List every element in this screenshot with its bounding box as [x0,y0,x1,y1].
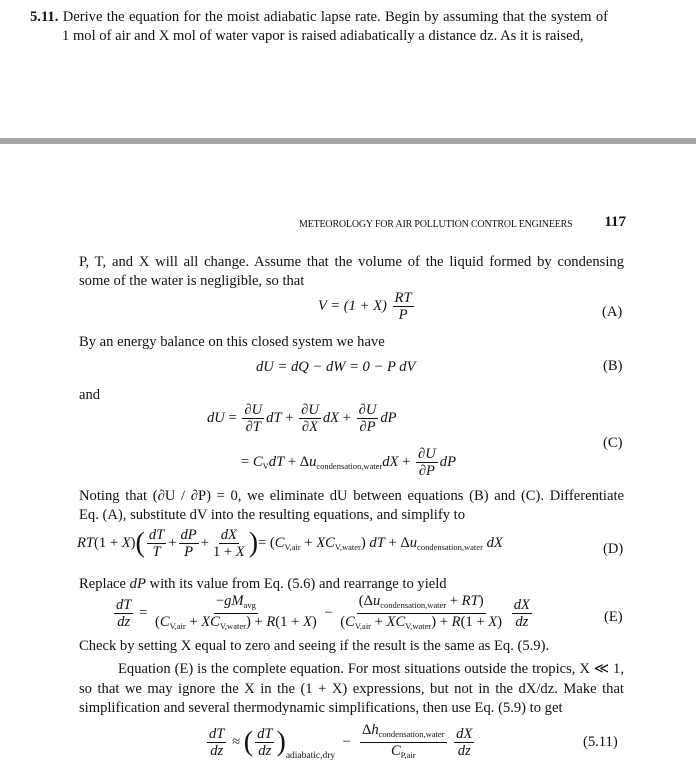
page-separator [0,138,696,144]
paragraph-intro-line-1: P, T, and X will all change. Assume that the volume of the liquid formed by condensing [79,254,624,270]
eq-5-11-label: (5.11) [583,734,618,750]
eq-a-denominator: P [398,307,408,323]
equation-b: dU = dQ − dW = 0 − P dV [256,359,416,375]
eq-d-label: (D) [603,541,624,557]
equation-d: RT(1 + X)( $\frac{dT}{T}$ + $\frac{dP}{P}$ + $\frac{dX}{1 + X}$ )= $(C_{V,air} + XC_{V,water})$ dT + $\Delta u_{condensation,water}$ dX [77,527,503,560]
energy-balance-text: By an energy balance on this closed system we have [79,334,385,350]
eq-a-fraction [393,290,414,323]
eq-c-label: (C) [603,435,623,451]
eq-e-label: (E) [604,609,623,625]
replace-text: Replace dP with its value from Eq. (5.6) and rearrange to yield [79,576,447,592]
problem-line-1: Derive the equation for the moist adiabatic lapse rate. Begin by assuming that the system of [62,9,608,25]
equation-5-11: $\frac{dT}{dz}$ ≈ ( $\frac{dT}{dz}$ )$_{adiabatic,dry}$ − $\frac{\Delta h_{condensation,water}}{C_{P,air}}$ $\frac{dX}{dz}$ [209,722,473,761]
equation-c-line-1: dU = $\frac{\partial U}{\partial T}$ dT + $\frac{\partial U}{\partial X}$ dX + $\frac{\partial U}{\partial P}$ dP [207,402,397,435]
final-line-2: so that we may ignore the X in the (1 + X) expressions, but not in the dX/dz. Make that [79,681,624,697]
check-text: Check by setting X equal to zero and seeing if the result is the same as Eq. (5.9). [79,638,550,654]
noting-line-1: Noting that (∂U / ∂P) = 0, we eliminate dU between equations (B) and (C). Differentiate [79,488,624,504]
equation-c-line-2: = $C_VdT + \Delta u_{condensation,water}dX$ + $\frac{\partial U}{\partial P}$ dP [241,446,456,479]
eq-a-numerator: RT [394,290,412,306]
final-line-1: Equation (E) is the complete equation. For most situations outside the tropics, X ≪ 1, [118,661,624,677]
noting-line-2: Eq. (A), substitute dV into the resulting equations, and simplify to [79,507,466,523]
problem-number: 5.11. [30,9,59,25]
equation-e: $\frac{dT}{dz}$ = $\frac{-gM_{avg}}{(C_{V,air} + XC_{V,water}) + R(1 + X)}$ − $\frac{(\Delta u_{condensation,water} + RT)}{(C_{V,air} + XC_{V,water}) + R(1 + X)}$ $\frac{dX}{dz}$ [116,593,530,631]
page-number: 117 [604,214,626,230]
running-header [299,214,626,234]
problem-statement [30,8,640,46]
and-text: and [79,387,101,403]
equation-a [318,290,416,323]
running-title: METEOROLOGY FOR AIR POLLUTION CONTROL ENGINEERS [299,219,573,230]
paragraph-intro-line-2: some of the water is negligible, so that [79,273,305,289]
eq-b-label: (B) [603,358,623,374]
eq-a-label: (A) [602,304,623,320]
problem-line-2: 1 mol of air and X mol of water vapor is raised adiabatically a distance dz. As it is raised, [62,28,584,44]
final-line-3: simplification and several thermodynamic simplifications, then use Eq. (5.9) to get [79,700,563,716]
eq-a-lhs: V = (1 + X) [318,297,387,314]
